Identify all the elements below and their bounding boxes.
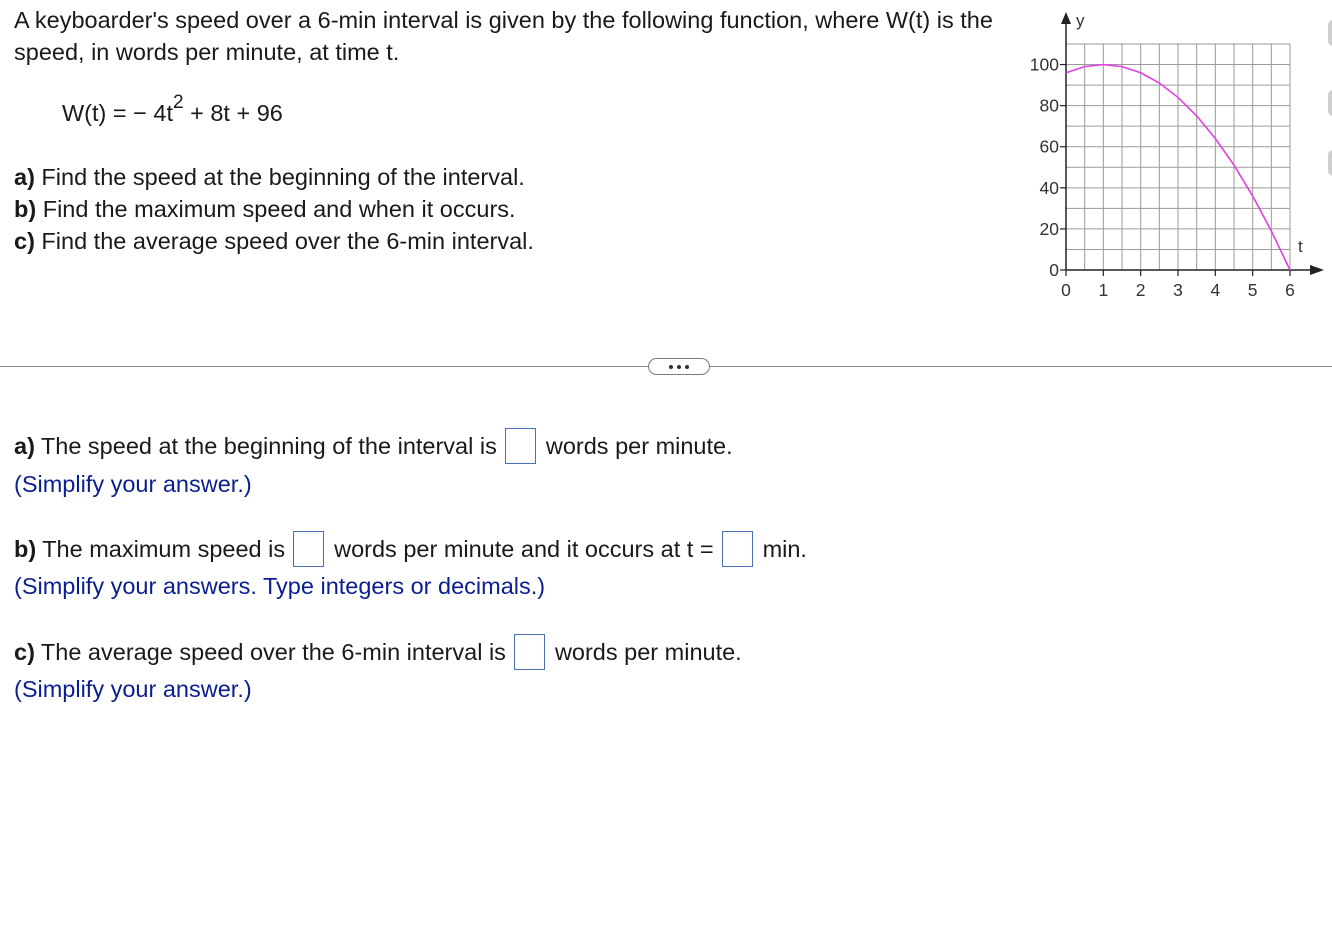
part-b-text: Find the maximum speed and when it occurs. <box>36 196 516 222</box>
answer-c-text: The average speed over the 6-min interval is <box>40 639 506 665</box>
question-intro: A keyboarder's speed over a 6-min interval is given by the following function, where W(t) is the speed, in words per minute, at time t. <box>14 7 993 65</box>
x-axis-label: t <box>1298 237 1303 256</box>
answer-b-text: The maximum speed is <box>42 536 286 562</box>
x-tick-label: 3 <box>1173 280 1183 300</box>
answer-b-label: b) <box>14 536 37 562</box>
answer-c-hint: (Simplify your answer.) <box>14 676 252 702</box>
scroll-handle[interactable] <box>1328 90 1332 116</box>
part-c <box>14 225 534 257</box>
y-tick-label: 0 <box>1049 260 1059 280</box>
part-c-text: Find the average speed over the 6-min interval. <box>34 228 534 254</box>
x-tick-label: 4 <box>1210 280 1221 300</box>
part-b <box>14 193 534 225</box>
formula-lhs: W(t) = − 4t <box>62 100 173 126</box>
y-tick-label: 60 <box>1039 136 1059 157</box>
part-a-text: Find the speed at the beginning of the interval. <box>34 164 525 190</box>
answer-a-hint: (Simplify your answer.) <box>14 471 252 497</box>
dot-icon <box>685 365 689 369</box>
x-tick-label: 1 <box>1098 280 1109 300</box>
function-graph <box>1010 6 1328 306</box>
question-parts <box>14 161 534 257</box>
answer-a-input[interactable] <box>505 428 536 464</box>
x-tick-label: 5 <box>1247 280 1258 300</box>
scroll-handle[interactable] <box>1328 20 1332 46</box>
part-c-label: c) <box>14 228 35 254</box>
part-a <box>14 161 534 193</box>
y-tick-label: 80 <box>1039 95 1059 116</box>
dot-icon <box>677 365 681 369</box>
answer-a-unit: words per minute. <box>545 433 733 459</box>
formula-rhs: + 8t + 96 <box>183 100 283 126</box>
part-a-label: a) <box>14 164 35 190</box>
y-axis-label: y <box>1076 11 1085 30</box>
answer-b-unit: min. <box>762 536 807 562</box>
answer-b-hint: (Simplify your answers. Type integers or decimals.) <box>14 573 546 599</box>
answer-b-row <box>14 531 807 567</box>
y-tick-label: 40 <box>1039 177 1059 198</box>
y-tick-label: 100 <box>1029 54 1059 75</box>
answer-a-label: a) <box>14 433 35 459</box>
y-tick-label: 20 <box>1039 218 1059 239</box>
answer-a-row <box>14 428 733 464</box>
answer-b-middle-text: words per minute and it occurs at t = <box>334 536 714 562</box>
x-axis-arrow <box>1310 265 1324 275</box>
answer-b-speed-input[interactable] <box>293 531 324 567</box>
answer-c-label: c) <box>14 639 35 665</box>
answer-c-row <box>14 634 742 670</box>
x-tick-label: 0 <box>1061 280 1071 300</box>
formula-exponent: 2 <box>173 92 184 113</box>
x-tick-label: 2 <box>1135 280 1146 300</box>
expand-more-button[interactable] <box>648 358 710 375</box>
answer-b-time-input[interactable] <box>722 531 753 567</box>
x-tick-label: 6 <box>1285 280 1295 300</box>
answer-a-text: The speed at the beginning of the interval is <box>40 433 497 459</box>
part-b-label: b) <box>14 196 37 222</box>
function-formula <box>62 92 283 127</box>
answer-c-unit: words per minute. <box>554 639 742 665</box>
y-axis-arrow <box>1061 12 1071 24</box>
answer-c-input[interactable] <box>514 634 545 670</box>
dot-icon <box>669 365 673 369</box>
scroll-handle[interactable] <box>1328 150 1332 176</box>
